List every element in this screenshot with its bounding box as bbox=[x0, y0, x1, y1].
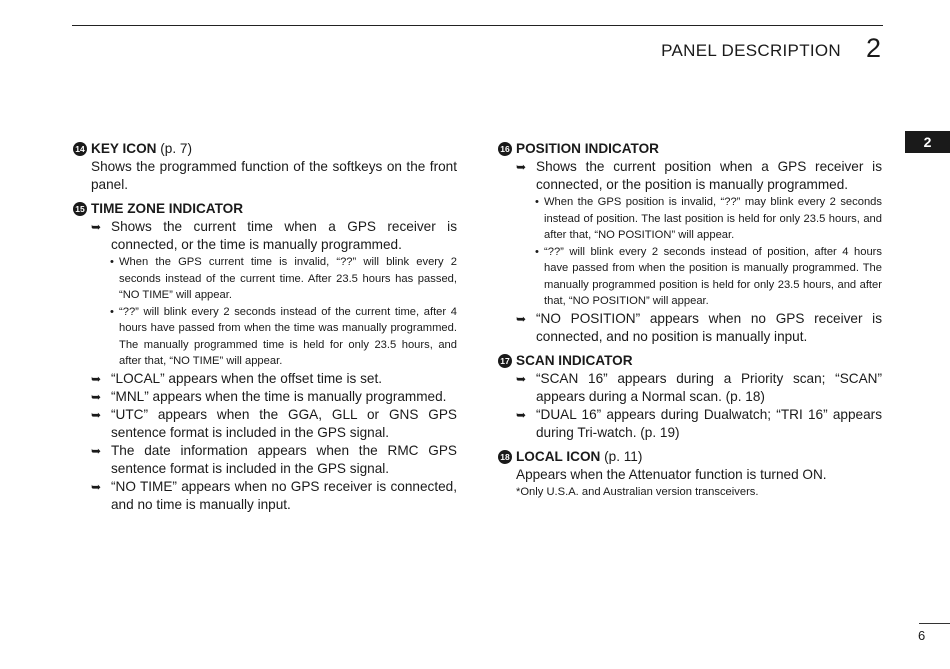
time-zone-title: TIME ZONE INDICATOR bbox=[91, 201, 244, 216]
arrow-icon: ➥ bbox=[91, 371, 102, 386]
footer-rule bbox=[919, 623, 950, 624]
left-column bbox=[73, 140, 457, 514]
page-ref: (p. 7) bbox=[156, 141, 192, 156]
scan-title: SCAN INDICATOR bbox=[516, 352, 633, 368]
bullet-item: ➥ “SCAN 16” appears during a Priority scan; “SCAN” appears during a Normal scan. (p. 18) bbox=[516, 370, 882, 404]
chapter-number: 2 bbox=[866, 33, 882, 63]
position-section bbox=[498, 140, 882, 346]
arrow-icon: ➥ bbox=[516, 160, 527, 174]
local-icon-text: Appears when the Attenuator function is turned ON. bbox=[516, 466, 827, 482]
arrow-icon: ➥ bbox=[91, 479, 102, 494]
arrow-icon: ➥ bbox=[91, 443, 102, 458]
arrow-icon: ➥ bbox=[91, 407, 102, 422]
bullet-item: ➥ “DUAL 16” appears during Dualwatch; “TRI 16” appears during Tri-watch. (p. 19) bbox=[516, 406, 882, 440]
bullet-item: ➥ Shows the current position when a GPS receiver is connected, or the position is manually programmed. bbox=[516, 159, 882, 192]
bullet-item: ➥ Shows the current time when a GPS receiver is connected, or the time is manually programmed. bbox=[91, 219, 457, 252]
scan-section bbox=[498, 352, 882, 442]
header-rule bbox=[72, 25, 883, 26]
bullet-item: ➥ “MNL” appears when the time is manually programmed. bbox=[91, 388, 447, 404]
item-number-15: 15 bbox=[73, 202, 87, 216]
arrow-icon: ➥ bbox=[516, 311, 527, 326]
chapter-tab: 2 bbox=[905, 131, 950, 153]
item-number-16: 16 bbox=[498, 142, 512, 156]
arrow-icon: ➥ bbox=[516, 407, 527, 422]
footnote: *Only U.S.A. and Australian version transceivers. bbox=[516, 485, 759, 498]
item-number-14: 14 bbox=[73, 142, 87, 156]
sub-bullet-item: • When the GPS current time is invalid, “??” will blink every 2 seconds instead of the current time. After 23.5 hours has passed, “NO TIME” will appear. bbox=[110, 256, 457, 301]
bullet-item: ➥ “NO TIME” appears when no GPS receiver is connected, and no time is manually input. bbox=[91, 478, 457, 512]
section-title: PANEL DESCRIPTION bbox=[661, 41, 841, 60]
local-icon-section bbox=[498, 448, 882, 500]
key-icon-title: KEY ICON bbox=[91, 141, 157, 156]
bullet-item: ➥ The date information appears when the RMC GPS sentence format is included in the GPS signal. bbox=[91, 442, 457, 476]
bullet-item: ➥ “LOCAL” appears when the offset time is set. bbox=[91, 370, 382, 386]
sub-bullet-item: • When the GPS position is invalid, “??” may blink every 2 seconds instead of position. The last position is held for only 23.5 hours, and after that, “NO POSITION” will appear. bbox=[535, 196, 882, 241]
arrow-icon: ➥ bbox=[91, 220, 102, 234]
sub-bullet-item: • “??” will blink every 2 seconds instead of the current time, after 4 hours have passed from when the time was manually programmed. The manually programmed time is held for only 23.5 hours, and after that, “NO TIME” will appear. bbox=[110, 305, 457, 367]
key-icon-text: Shows the programmed function of the softkeys on the front panel. bbox=[91, 159, 457, 192]
arrow-icon: ➥ bbox=[516, 371, 527, 386]
position-title: POSITION INDICATOR bbox=[516, 141, 659, 156]
page-ref: (p. 11) bbox=[600, 448, 643, 464]
time-zone-section bbox=[73, 200, 457, 514]
key-icon-section bbox=[73, 140, 457, 194]
local-icon-title: LOCAL ICON bbox=[516, 448, 601, 464]
item-number-18: 18 bbox=[498, 450, 512, 464]
sub-bullet-item: • “??” will blink every 2 seconds instead of position, after 4 hours have passed from when the position is manually programmed. The manually programmed position is held for only 23.5 hours, and after that, “NO POSITION” will appear. bbox=[535, 245, 882, 307]
page-number: 6 bbox=[918, 628, 926, 643]
bullet-item: ➥ “UTC” appears when the GGA, GLL or GNS GPS sentence format is included in the GPS signal. bbox=[91, 406, 457, 440]
bullet-item: ➥ “NO POSITION” appears when no GPS receiver is connected, and no position is manually input. bbox=[516, 310, 882, 344]
item-number-17: 17 bbox=[498, 354, 512, 368]
arrow-icon: ➥ bbox=[91, 389, 102, 404]
right-column bbox=[498, 140, 882, 500]
